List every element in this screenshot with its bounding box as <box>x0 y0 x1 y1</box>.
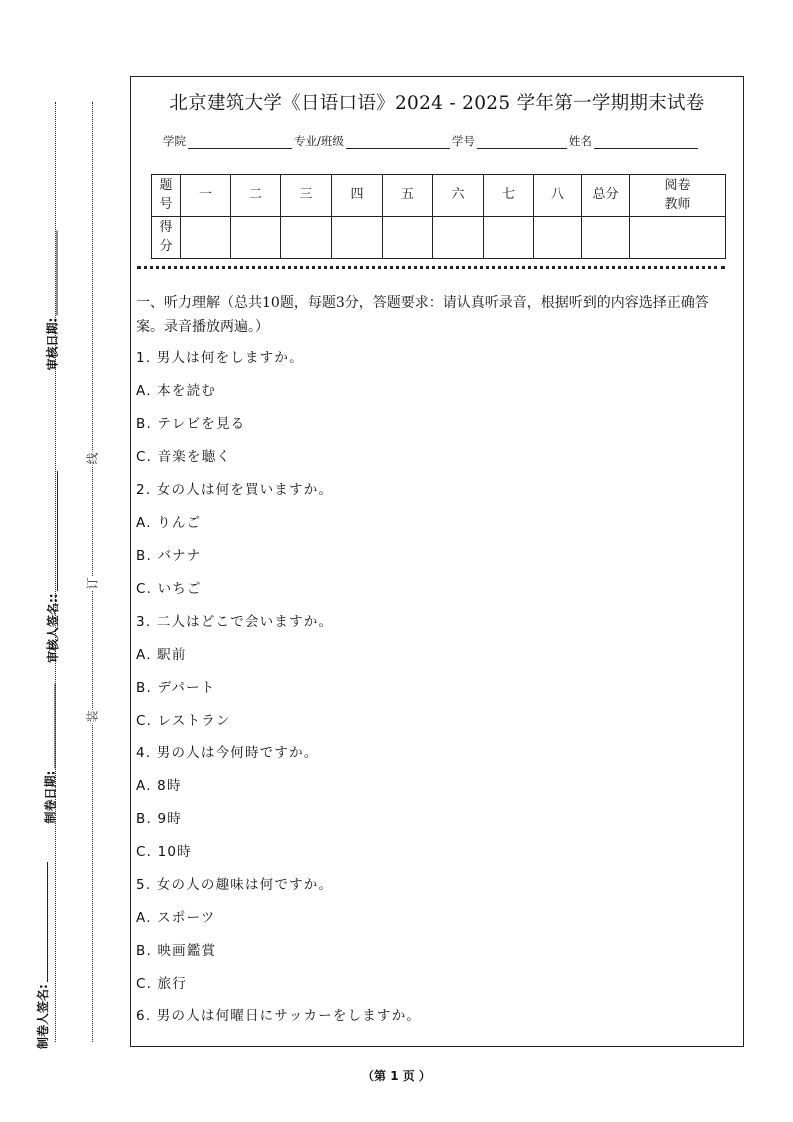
paper-sign-blank <box>37 862 48 982</box>
score-cell[interactable] <box>181 217 231 259</box>
option-3c: C. レストラン <box>136 713 231 729</box>
exam-title: 北京建筑大学《日语口语》2024 - 2025 学年第一学期期末试卷 <box>169 93 705 114</box>
option-5a: A. スポーツ <box>136 910 216 926</box>
score-table-header-row <box>152 175 726 217</box>
paper-sign-label: 制卷人签名: <box>36 984 50 1049</box>
option-1a: A. 本を読む <box>136 383 216 399</box>
option-4c: C. 10時 <box>136 844 192 860</box>
option-3a: A. 駅前 <box>136 647 187 663</box>
header-cell: 八 <box>534 175 582 217</box>
header-cell: 七 <box>484 175 534 217</box>
review-date-blank <box>47 231 58 316</box>
review-date-field <box>44 231 61 371</box>
score-cell[interactable] <box>383 217 433 259</box>
reviewer-sign-blank <box>47 471 58 591</box>
header-cell: 三 <box>281 175 332 217</box>
score-cell[interactable] <box>231 217 281 259</box>
question-4: 4. 男の人は今何時ですか。 <box>136 745 319 761</box>
option-2b: B. バナナ <box>136 548 202 564</box>
option-4a: A. 8時 <box>136 778 182 794</box>
paper-date-blank <box>45 684 56 769</box>
paper-sign-field <box>34 844 51 1049</box>
student-info-row <box>163 133 700 149</box>
reviewer-sign-field <box>44 448 61 663</box>
header-cell: 五 <box>383 175 433 217</box>
exam-frame <box>130 76 744 1047</box>
major-blank <box>346 136 450 149</box>
question-2: 2. 女の人は何を買いますか。 <box>136 482 334 498</box>
name-blank <box>594 136 698 149</box>
score-table <box>151 174 726 259</box>
page-number: （第 1 页 ） <box>362 1069 431 1083</box>
review-date-label: 审核日期: <box>45 317 60 371</box>
major-label: 专业/班级 <box>294 134 344 148</box>
question-1: 1. 男人は何をしますか。 <box>136 350 304 366</box>
header-cell: 一 <box>181 175 231 217</box>
option-3b: B. デパート <box>136 680 216 696</box>
score-cell[interactable] <box>484 217 534 259</box>
option-1c: C. 音楽を聴く <box>136 449 232 465</box>
header-cell: 六 <box>433 175 484 217</box>
option-2c: C. いちご <box>136 581 202 597</box>
paper-date-field <box>42 674 59 824</box>
binding-dotted-line-inner <box>92 102 93 1042</box>
header-cell: 题号 <box>152 175 181 217</box>
score-cell[interactable] <box>534 217 582 259</box>
score-cell[interactable] <box>433 217 484 259</box>
college-label: 学院 <box>163 134 186 148</box>
dotted-separator <box>137 266 725 269</box>
college-blank <box>188 136 292 149</box>
header-cell: 阅卷教师 <box>630 175 726 217</box>
score-cell[interactable] <box>332 217 383 259</box>
binding-mark-ding: 订 <box>85 577 100 590</box>
score-cell[interactable] <box>630 217 726 259</box>
header-cell: 二 <box>231 175 281 217</box>
student-no-label: 学号 <box>451 134 475 148</box>
paper-date-label: 制卷日期: <box>43 770 58 824</box>
option-2a: A. りんご <box>136 515 202 531</box>
option-4b: B. 9時 <box>136 811 182 827</box>
question-3: 3. 二人はどこで会いますか。 <box>136 614 334 630</box>
score-row-label: 得分 <box>152 217 181 259</box>
question-6: 6. 男の人は何曜日にサッカーをしますか。 <box>136 1008 422 1024</box>
question-5: 5. 女の人の趣味は何ですか。 <box>136 877 334 893</box>
section-1-heading: 一、听力理解（总共10题，每题3分，答题要求：请认真听录音，根据听到的内容选择正确答案。录音播放两遍。） <box>136 295 709 335</box>
name-label: 姓名 <box>568 134 592 148</box>
score-cell[interactable] <box>582 217 630 259</box>
binding-mark-line: 线 <box>85 452 100 465</box>
score-table-score-row <box>152 217 726 259</box>
student-no-blank <box>477 136 567 149</box>
option-5b: B. 映画鑑賞 <box>136 943 217 959</box>
option-1b: B. テレビを見る <box>136 416 246 432</box>
header-cell: 总分 <box>582 175 630 217</box>
score-cell[interactable] <box>281 217 332 259</box>
binding-mark-zhuang: 装 <box>85 710 100 723</box>
reviewer-sign-label: 审核人签名:: <box>46 593 60 663</box>
header-cell: 四 <box>332 175 383 217</box>
option-5c: C. 旅行 <box>136 976 188 992</box>
